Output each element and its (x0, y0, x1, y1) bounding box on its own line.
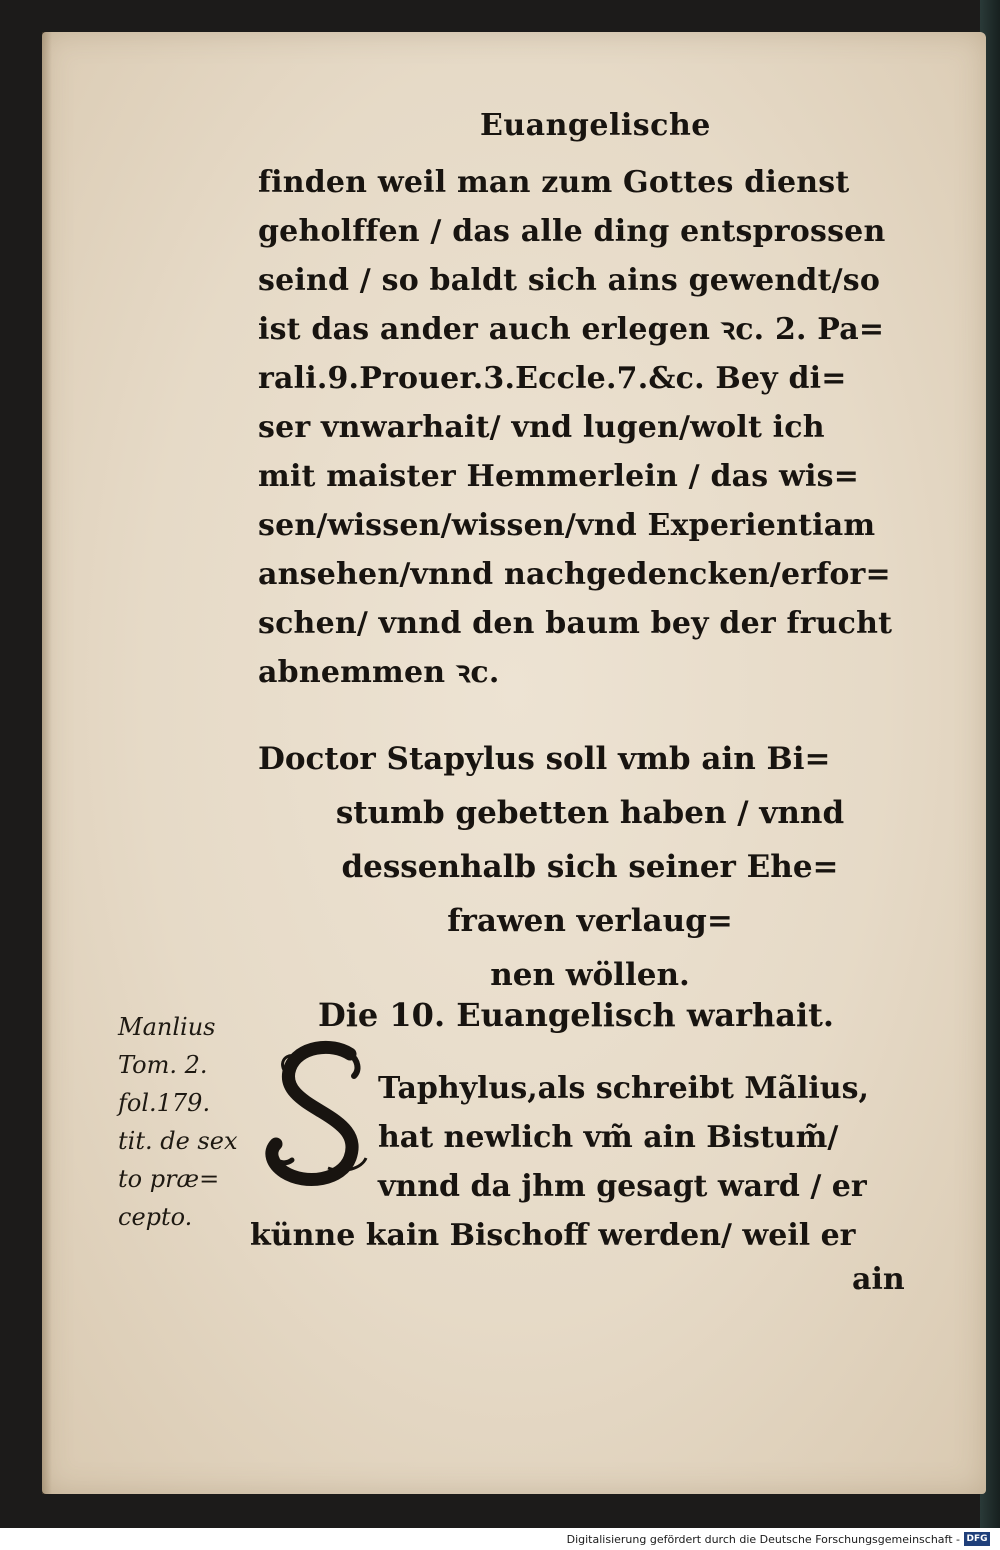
running-head: Euangelische (480, 108, 711, 143)
margin-note (118, 1008, 258, 1236)
text-line: seind / so baldt sich ains gewendt/so (258, 263, 881, 298)
margin-note-line: Manlius (118, 1013, 216, 1041)
heading-line: stumb gebetten haben / vnnd (335, 795, 845, 831)
paragraph-line: vnnd da jhm gesagt ward / er (378, 1169, 867, 1204)
sub-heading: Die 10. Euangelisch warhait. (318, 996, 835, 1034)
text-line: ser vnwarhait/ vnd lugen/wolt ich (258, 410, 825, 445)
text-line: schen/ vnnd den baum bey der frucht (258, 606, 893, 641)
catchword: ain (852, 1262, 905, 1297)
page-gutter-shadow (42, 32, 52, 1494)
margin-note-line: to præ= (118, 1165, 220, 1193)
paragraph-continued (250, 1211, 930, 1260)
paragraph-indented (378, 1064, 938, 1211)
heading-line: nen wöllen. (490, 957, 690, 993)
text-line: finden weil man zum Gottes dienst (258, 165, 850, 200)
text-line: ist das ander auch erlegen ꝛc. 2. Pa= (258, 312, 885, 347)
heading-line: Doctor Stapylus soll vmb ain Bi= (258, 741, 831, 777)
heading-line: dessenhalb sich seiner Ehe= (341, 849, 839, 885)
section-heading (250, 732, 930, 1002)
paragraph-line: künne kain Bischoff werden/ weil er (250, 1218, 856, 1253)
margin-note-line: Tom. 2. (118, 1051, 208, 1079)
heading-line: frawen verlaug= (447, 903, 733, 939)
paragraph-line: hat newlich vm̃ ain Bistum̃/ (378, 1120, 839, 1155)
initial-s-glyph (262, 1040, 378, 1190)
margin-note-line: fol.179. (118, 1089, 211, 1117)
text-line: sen/wissen/wissen/vnd Experientiam (258, 508, 876, 543)
text-line: rali.9.Prouer.3.Eccle.7.&c. Bey di= (258, 361, 847, 396)
footer-credit: Digitalisierung gefördert durch die Deutsche Forschungsgemeinschaft - (566, 1533, 960, 1546)
dfg-logo: DFG (964, 1532, 990, 1546)
paragraph-line: Taphylus,als schreibt Mãlius, (378, 1071, 869, 1106)
text-line: abnemmen ꝛc. (258, 655, 500, 690)
margin-note-line: cepto. (118, 1203, 193, 1231)
text-line: geholffen / das alle ding entsprossen (258, 214, 886, 249)
text-line: mit maister Hemmerlein / das wis= (258, 459, 860, 494)
body-text-block (258, 158, 928, 697)
decorative-initial (262, 1040, 378, 1190)
margin-note-line: tit. de sex (118, 1127, 238, 1155)
text-line: ansehen/vnnd nachgedencken/erfor= (258, 557, 891, 592)
